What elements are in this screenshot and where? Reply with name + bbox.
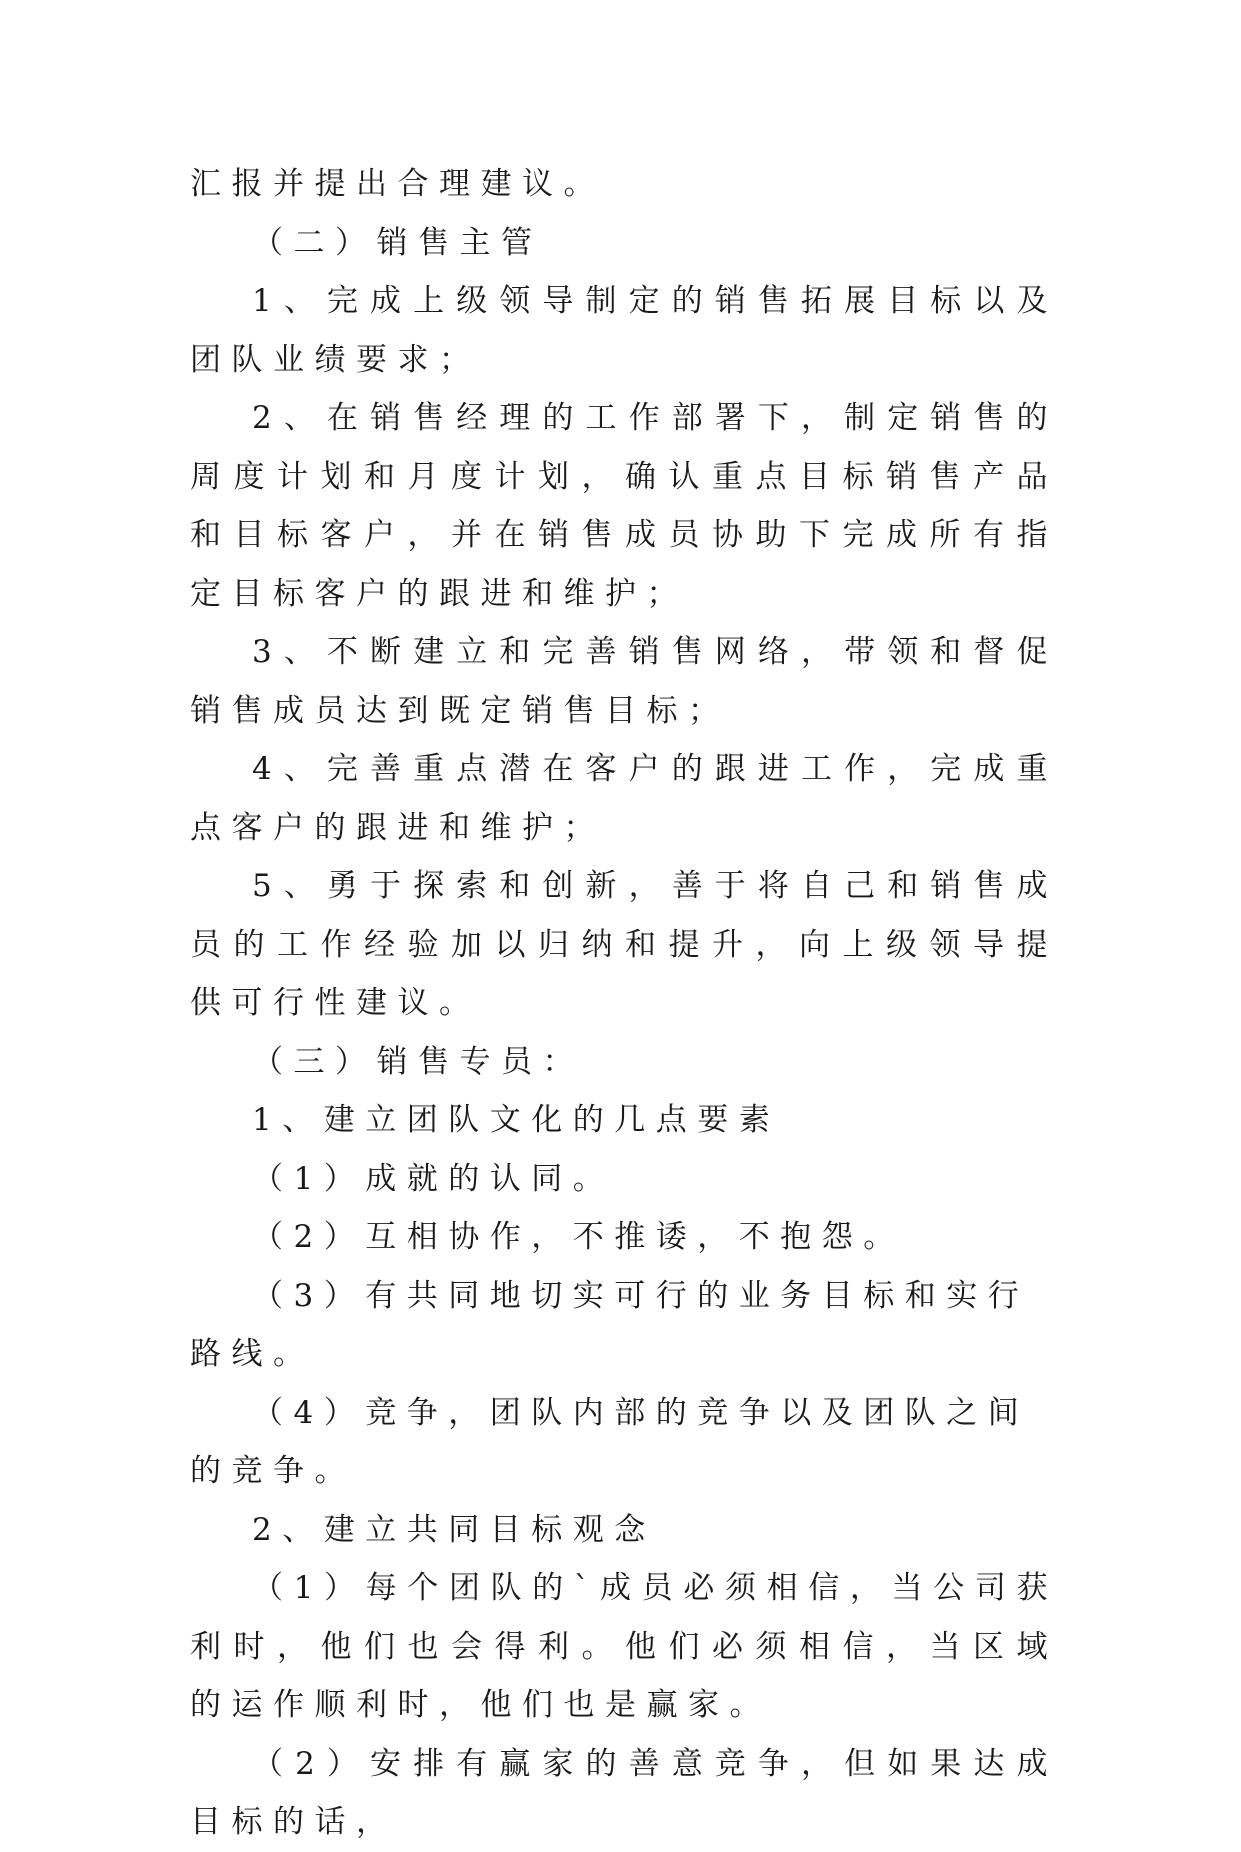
paragraph-item-4: 4、完善重点潜在客户的跟进工作，完成重点客户的跟进和维护；: [190, 751, 1058, 846]
paragraph-item-3: 3、不断建立和完善销售网络，带领和督促销售成员达到既定销售目标；: [190, 634, 1058, 729]
list-item-recognition: （1）成就的认同。: [252, 1160, 615, 1197]
paragraph-continuation: 汇报并提出合理建议。: [190, 166, 605, 202]
list-item-common-goals: （3）有共同地切实可行的业务目标和实行路线。: [190, 1277, 1030, 1372]
subheading-team-culture: 1、建立团队文化的几点要素: [252, 1102, 781, 1138]
list-item-competition: （4）竞争，团队内部的竞争以及团队之间的竞争。: [190, 1394, 1030, 1489]
section-heading-sales-supervisor: （二）销售主管: [252, 224, 543, 261]
paragraph-item-5: 5、勇于探索和创新，善于将自己和销售成员的工作经验加以归纳和提升，向上级领导提供可行性建议。: [190, 868, 1058, 1021]
list-item-friendly-competition: （2）安排有赢家的善意竞争，但如果达成目标的话，: [190, 1745, 1058, 1840]
document-body: [190, 155, 1058, 1852]
section-heading-sales-specialist: （三）销售专员：: [252, 1043, 584, 1080]
paragraph-item-1: 1、完成上级领导制定的销售拓展目标以及团队业绩要求；: [190, 283, 1058, 378]
subheading-common-goal-concept: 2、建立共同目标观念: [252, 1511, 656, 1548]
paragraph-item-2: 2、在销售经理的工作部署下，制定销售的周度计划和月度计划，确认重点目标销售产品和目标客户，并在销售成员协助下完成所有指定目标客户的跟进和维护；: [190, 400, 1058, 612]
list-item-shared-benefit: （1）每个团队的`成员必须相信，当公司获利时，他们也会得利。他们必须相信，当区域的运作顺利时，他们也是赢家。: [190, 1570, 1058, 1723]
list-item-cooperation: （2）互相协作，不推诿，不抱怨。: [252, 1219, 905, 1255]
